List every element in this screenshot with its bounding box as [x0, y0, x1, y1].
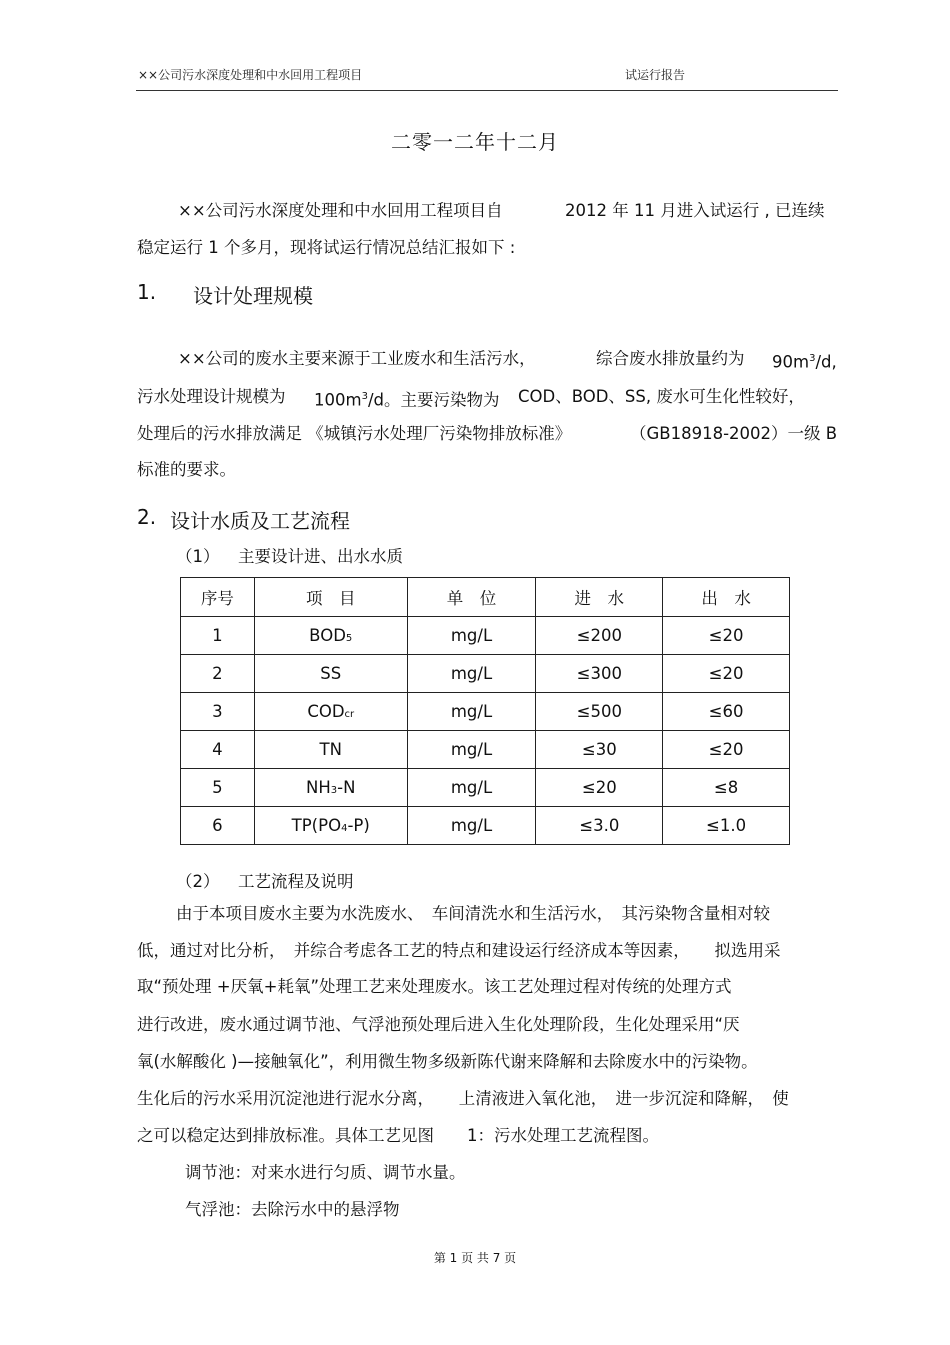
cell-item: BOD5 [254, 617, 407, 655]
table-header-row [181, 578, 790, 617]
cell-inflow: ≤300 [536, 655, 663, 693]
process-para-line: 进行改进，废水通过调节池、气浮池预处理后进入生化处理阶段，生化处理采用“厌 [137, 1015, 740, 1034]
cell-item: TN [254, 731, 407, 769]
col-header-no: 序号 [181, 578, 255, 617]
cell-outflow: ≤20 [663, 731, 790, 769]
table-row [181, 693, 790, 731]
col-header-item: 项 目 [254, 578, 407, 617]
table-row [181, 617, 790, 655]
process-para-line: 取“预处理 +厌氧+耗氧”处理工艺来处理废水。该工艺处理过程对传统的处理方式 [137, 977, 732, 996]
sub1-title: 主要设计进、出水水质 [238, 547, 403, 566]
section1-title: 设计处理规模 [193, 284, 313, 308]
water-quality-table [180, 577, 790, 845]
section1-p1-a: ××公司的废水主要来源于工业废水和生活污水， [178, 349, 536, 368]
cell-no: 5 [181, 769, 255, 807]
cell-unit: mg/L [407, 617, 536, 655]
unit-description: 气浮池：去除污水中的悬浮物 [185, 1200, 400, 1219]
section1-p2-a: 污水处理设计规模为 [137, 387, 286, 406]
cell-unit: mg/L [407, 769, 536, 807]
section1-p1-b: 综合废水排放量约为 [596, 349, 745, 368]
cell-no: 1 [181, 617, 255, 655]
cell-outflow: ≤8 [663, 769, 790, 807]
cell-inflow: ≤3.0 [536, 807, 663, 845]
header-divider [136, 90, 838, 91]
cell-unit: mg/L [407, 731, 536, 769]
intro-line1-b: 2012 年 11 月进入试运行 , 已连续 [565, 201, 825, 220]
table-row [181, 807, 790, 845]
sub1-number: （1） [176, 547, 220, 566]
table-row [181, 769, 790, 807]
process-para-line: 生化后的污水采用沉淀池进行泥水分离， 上清液进入氧化池， 进一步沉淀和降解， 使 [137, 1089, 789, 1108]
cell-inflow: ≤20 [536, 769, 663, 807]
cell-no: 2 [181, 655, 255, 693]
section1-number: 1. [137, 280, 157, 304]
section1-p2-d: COD、BOD、SS, 废水可生化性较好， [518, 387, 805, 406]
cell-inflow: ≤500 [536, 693, 663, 731]
header-project-title: ××公司污水深度处理和中水回用工程项目 [138, 68, 363, 82]
header-report-type: 试运行报告 [625, 68, 686, 82]
page-footer: 第 1 页 共 7 页 [433, 1251, 517, 1265]
process-para-line: 之可以稳定达到排放标准。具体工艺见图 1：污水处理工艺流程图。 [137, 1126, 659, 1145]
unit-description: 调节池：对来水进行匀质、调节水量。 [185, 1163, 466, 1182]
date-title: 二零一二年十二月 [391, 130, 559, 154]
cell-inflow: ≤30 [536, 731, 663, 769]
col-header-inflow: 进 水 [536, 578, 663, 617]
section1-p3-b: （GB18918-2002）一级 B [630, 424, 838, 443]
cell-no: 4 [181, 731, 255, 769]
cell-item: SS [254, 655, 407, 693]
cell-unit: mg/L [407, 655, 536, 693]
cell-item: CODcr [254, 693, 407, 731]
cell-unit: mg/L [407, 693, 536, 731]
section1-p3-a: 处理后的污水排放满足 《城镇污水处理厂污染物排放标准》 [137, 424, 572, 443]
cell-no: 6 [181, 807, 255, 845]
cell-item: TP(PO4-P) [254, 807, 407, 845]
process-para-line: 由于本项目废水主要为水洗废水、 车间清洗水和生活污水， 其污染物含量相对较 [176, 904, 770, 923]
section1-p2-capacity: $100m^3/d$。主要污染物为 [314, 390, 500, 410]
cell-item: NH3-N [254, 769, 407, 807]
section2-number: 2. [137, 505, 157, 529]
section1-flow-rate: $90m^3/d$, [772, 352, 837, 372]
section2-title: 设计水质及工艺流程 [170, 509, 350, 533]
cell-outflow: ≤60 [663, 693, 790, 731]
process-para-line: 氧(水解酸化 )—接触氧化”，利用微生物多级新陈代谢来降解和去除废水中的污染物。 [137, 1052, 758, 1071]
table-row [181, 655, 790, 693]
cell-outflow: ≤20 [663, 655, 790, 693]
col-header-unit: 单 位 [407, 578, 536, 617]
cell-no: 3 [181, 693, 255, 731]
cell-outflow: ≤20 [663, 617, 790, 655]
intro-line2: 稳定运行 1 个多月，现将试运行情况总结汇报如下 : [137, 238, 516, 257]
col-header-outflow: 出 水 [663, 578, 790, 617]
cell-unit: mg/L [407, 807, 536, 845]
cell-outflow: ≤1.0 [663, 807, 790, 845]
process-para-line: 低，通过对比分析， 并综合考虑各工艺的特点和建设运行经济成本等因素， 拟选用采 [137, 941, 781, 960]
sub2-number: （2） [176, 872, 220, 891]
section1-p4: 标准的要求。 [137, 460, 236, 479]
table-row [181, 731, 790, 769]
cell-inflow: ≤200 [536, 617, 663, 655]
sub2-title: 工艺流程及说明 [238, 872, 354, 891]
intro-line1-a: ××公司污水深度处理和中水回用工程项目自 [178, 201, 503, 220]
